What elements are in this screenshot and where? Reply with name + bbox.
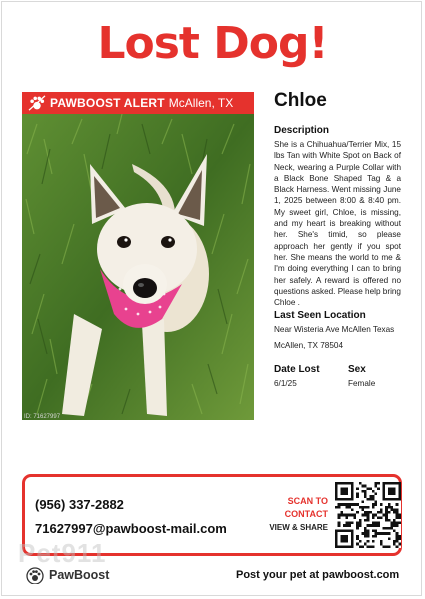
sex-value: Female bbox=[348, 379, 376, 388]
watermark-text: Pet911 bbox=[18, 538, 107, 568]
photo-id: ID: 71627997 bbox=[24, 414, 61, 420]
scan-label-2: CONTACT bbox=[284, 509, 328, 519]
footer-logo-text: PawBoost bbox=[49, 568, 110, 582]
sex-title: Sex bbox=[348, 364, 366, 375]
last-seen-line2: McAllen, TX 78504 bbox=[274, 341, 344, 350]
dog-photo-image bbox=[22, 114, 254, 420]
footer-logo bbox=[24, 566, 109, 584]
alert-location: McAllen, TX bbox=[168, 96, 234, 110]
paw-icon bbox=[24, 566, 46, 584]
paw-icon bbox=[28, 95, 46, 111]
dog-photo bbox=[22, 114, 254, 420]
description-title: Description bbox=[274, 125, 330, 136]
date-lost-value: 6/1/25 bbox=[274, 379, 297, 388]
alert-bar bbox=[22, 92, 254, 114]
scan-label-3: VIEW & SHARE bbox=[269, 523, 328, 532]
last-seen-title: Last Seen Location bbox=[274, 310, 366, 321]
scan-label-1: SCAN TO bbox=[287, 496, 328, 506]
flyer-headline: Lost Dog! bbox=[97, 18, 328, 69]
description-text: She is a Chihuahua/Terrier Mix, 15 lbs Tan with White Spot on Back of Neck, wearing a Purple Collar with a Black Bone Shaped Tag & a Black Harness. Went missing June 1, 2025 between 8:00 & 8:40 pm. My sweet girl, Chloe, is missing, and my heart is breaking without her. She's timid, so please approach her gently if you spot her. She means the world to me & I'm doing everything I can to bring her safely. A reward is offered no questions asked. Please help bring Chloe . bbox=[274, 140, 401, 308]
contact-email[interactable]: 71627997@pawboost-mail.com bbox=[35, 521, 227, 536]
footer-cta[interactable]: Post your pet at pawboost.com bbox=[236, 569, 400, 581]
alert-brand: PAWBOOST ALERT bbox=[50, 96, 165, 110]
pet-name: Chloe bbox=[274, 90, 327, 111]
last-seen-line1: Near Wisteria Ave McAllen Texas bbox=[274, 325, 395, 334]
photo-card bbox=[22, 92, 254, 428]
contact-phone[interactable]: (956) 337-2882 bbox=[35, 497, 124, 512]
date-lost-title: Date Lost bbox=[274, 364, 320, 375]
qr-code-icon[interactable] bbox=[335, 482, 401, 548]
